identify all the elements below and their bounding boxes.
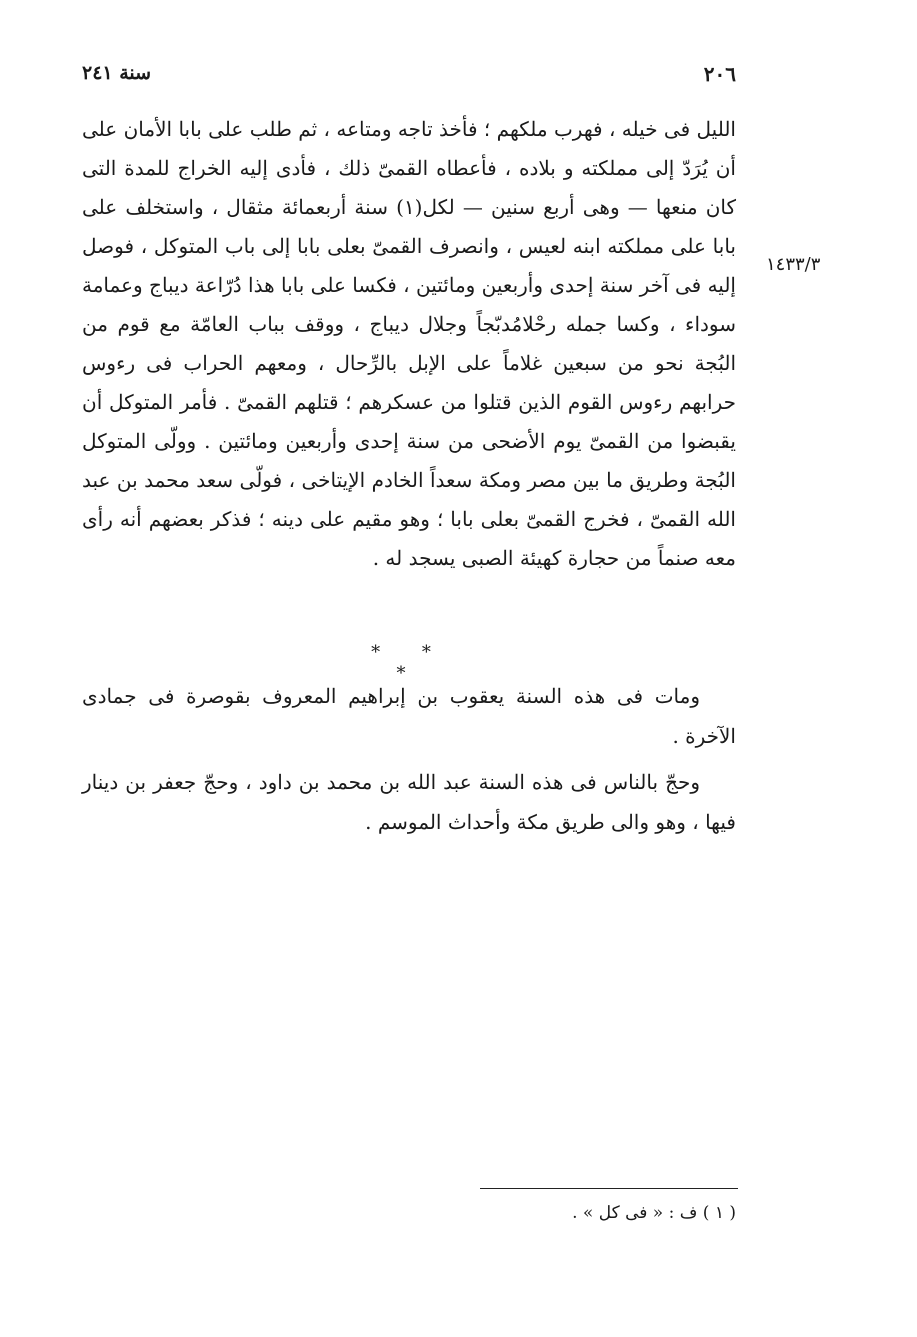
page-header <box>82 62 736 92</box>
page-number: ٢٠٦ <box>703 62 736 86</box>
running-head-year: سنة ٢٤١ <box>82 62 152 84</box>
paragraph: وحجّ بالناس فى هذه السنة عبد الله بن محمد بن داود ، وحجّ جعفر بن دينار فيها ، وهو والى طريق مكة وأحداث الموسم . <box>82 770 736 834</box>
footnote-rule <box>480 1188 738 1189</box>
section-separator: * * * <box>371 642 449 684</box>
closing-text <box>82 676 736 842</box>
paragraph: ومات فى هذه السنة يعقوب بن إبراهيم المعروف بقوصرة فى جمادى الآخرة . <box>82 684 736 748</box>
paragraph: الليل فى خيله ، فهرب ملكهم ؛ فأخذ تاجه ومتاعه ، ثم طلب على بابا الأمان على أن يُرَدّ إلى مملكته و بلاده ، فأعطاه القمىّ ذلك ، فأدى إليه الخراج للمدة التى كان منعها — وهى أربع سنين — لكل(١) سنة أربعمائة مثقال ، واستخلف على بابا على مملكته ابنه لعيس ، وانصرف القمىّ بعلى بابا إلى باب المتوكل ، فوصل إليه فى آخر سنة إحدى وأربعين ومائتين ، فكسا على بابا هذا دُرّاعة ديباج وعمامة سوداء ، وكسا جمله رحْلامُدبّجاً وجلال ديباج ، ووقف بباب العامّة مع قوم من البُجة نحو من سبعين غلاماً على الإبل بالرِّحال ، ومعهم الحراب فى رءوس حرابهم رءوس القوم الذين قتلوا من عسكرهم ؛ قتلهم القمىّ . فأمر المتوكل أن يقبضوا من القمىّ يوم الأضحى من سنة إحدى وأربعين ومائتين . وولّى المتوكل البُجة وطريق ما بين مصر ومكة سعداً الخادم الإيتاخى ، فولّى سعد محمد بن عبد الله القمىّ ، فخرج القمىّ بعلى بابا ؛ وهو مقيم على دينه ؛ فذكر بعضهم أنه رأى معه صنماً من حجارة كهيئة الصبى يسجد له . <box>82 117 736 570</box>
margin-reference: ١٤٣٣/٣ <box>766 254 821 275</box>
main-text <box>82 110 736 578</box>
footnote: ( ١ ) ف : « فى كل » . <box>572 1203 736 1223</box>
